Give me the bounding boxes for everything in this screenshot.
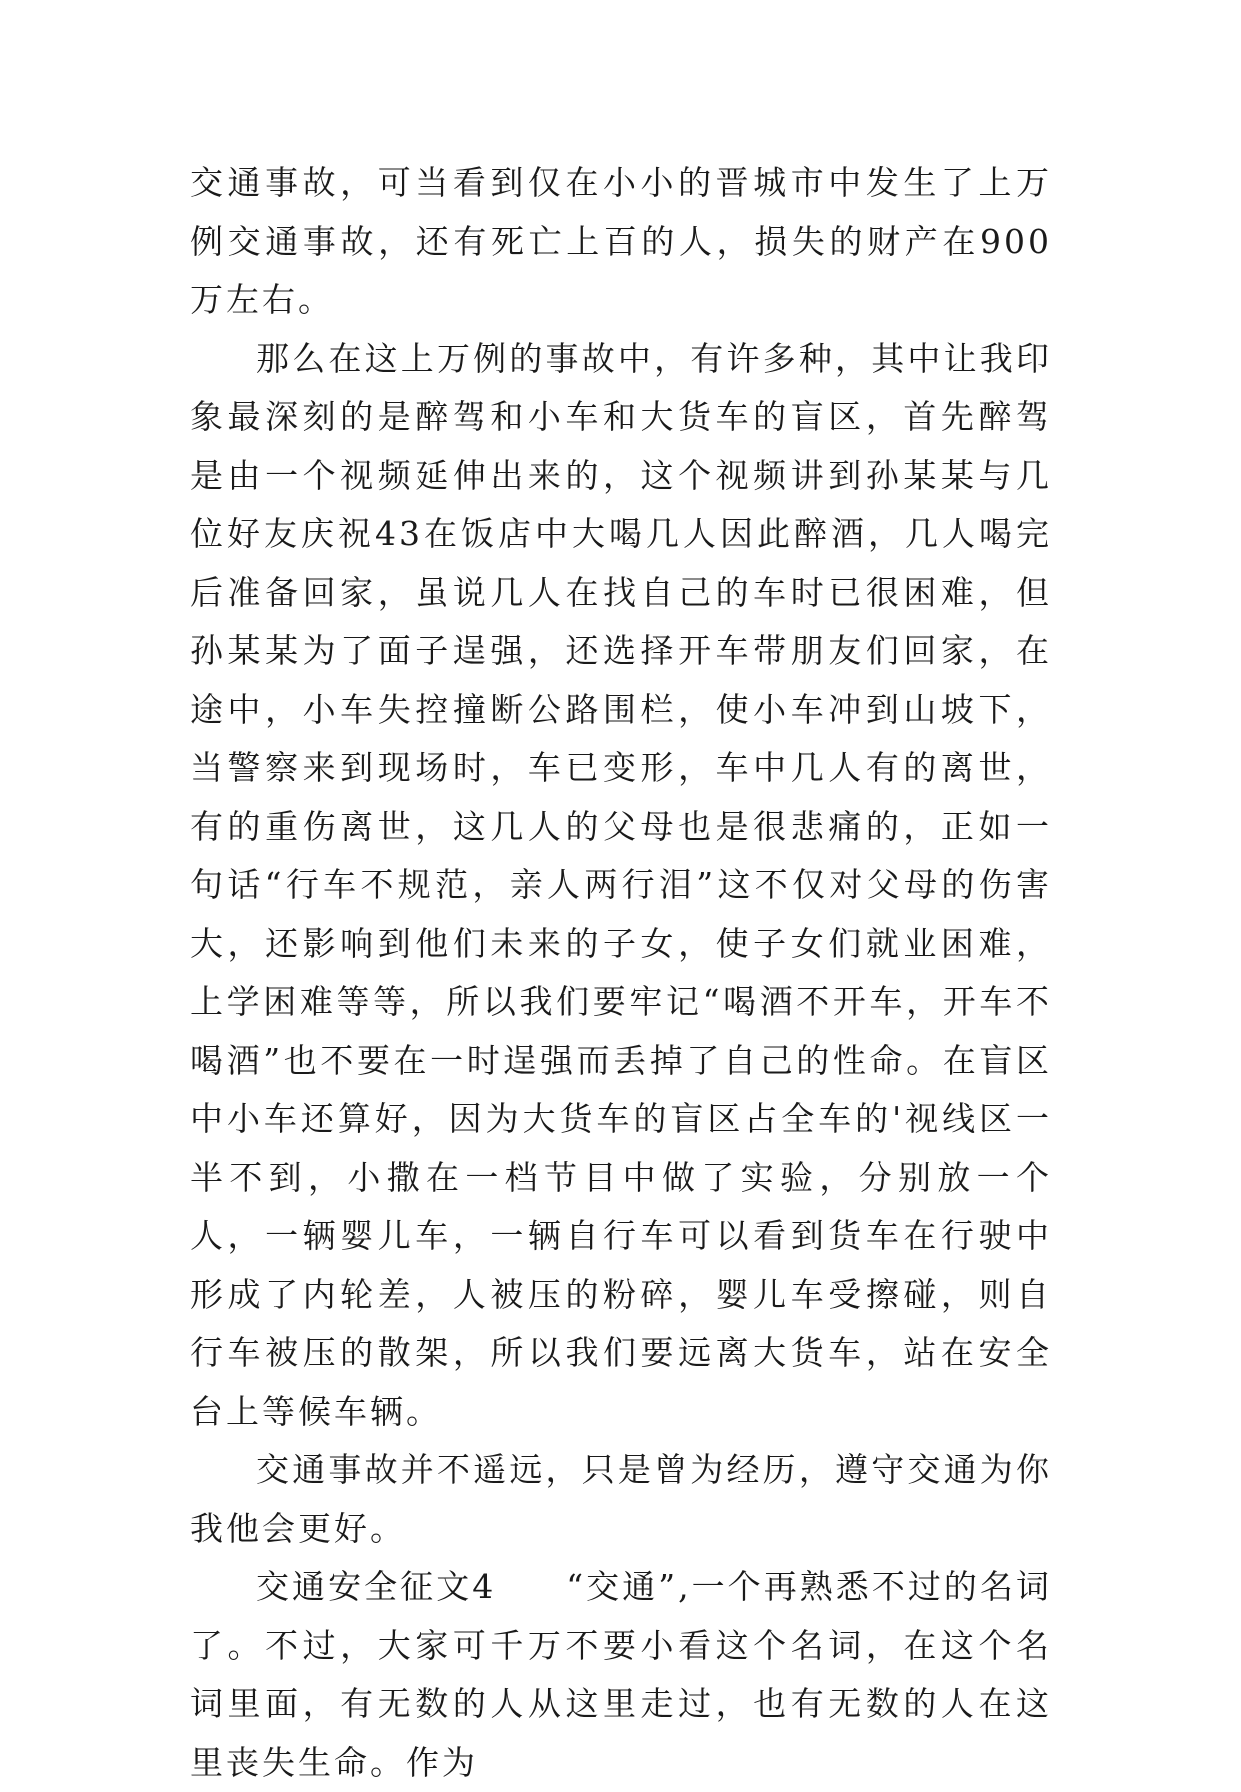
paragraph-3: 交通事故并不遥远，只是曾为经历，遵守交通为你我他会更好。 [190,1450,1052,1548]
section-4-title: 交通安全征文4 [256,1567,497,1606]
paragraph-1: 交通事故，可当看到仅在小小的晋城市中发生了上万例交通事故，还有死亡上百的人，损失的财产在900万左右。 [190,163,1052,319]
section-4-paragraph [190,1558,1052,1792]
document-body [190,154,1052,1792]
section-4-body: “交通”,一个再熟悉不过的名词了。不过，大家可千万不要小看这个名词，在这个名词里面，有无数的人从这里走过，也有无数的人在这里丧失生命。作为 [190,1567,1053,1782]
paragraph-2: 那么在这上万例的事故中，有许多种，其中让我印象最深刻的是醉驾和小车和大货车的盲区，首先醉驾是由一个视频延伸出来的，这个视频讲到孙某某与几位好友庆祝43在饭店中大喝几人因此醉酒，几人喝完后准备回家，虽说几人在找自己的车时已很困难，但孙某某为了面子逞强，还选择开车带朋友们回家，在途中，小车失控撞断公路围栏，使小车冲到山坡下，当警察来到现场时，车已变形，车中几人有的离世，有的重伤离世，这几人的父母也是很悲痛的，正如一句话“行车不规范，亲人两行泪”这不仅对父母的伤害大，还影响到他们未来的子女，使子女们就业困难，上学困难等等，所以我们要牢记“喝酒不开车，开车不喝酒”也不要在一时逞强而丢掉了自己的性命。在盲区中小车还算好，因为大货车的盲区占全车的'视线区一半不到，小撒在一档节目中做了实验，分别放一个人，一辆婴儿车，一辆自行车可以看到货车在行驶中形成了内轮差，人被压的粉碎，婴儿车受擦碰，则自行车被压的散架，所以我们要远离大货车，站在安全台上等候车辆。 [190,338,1052,1431]
